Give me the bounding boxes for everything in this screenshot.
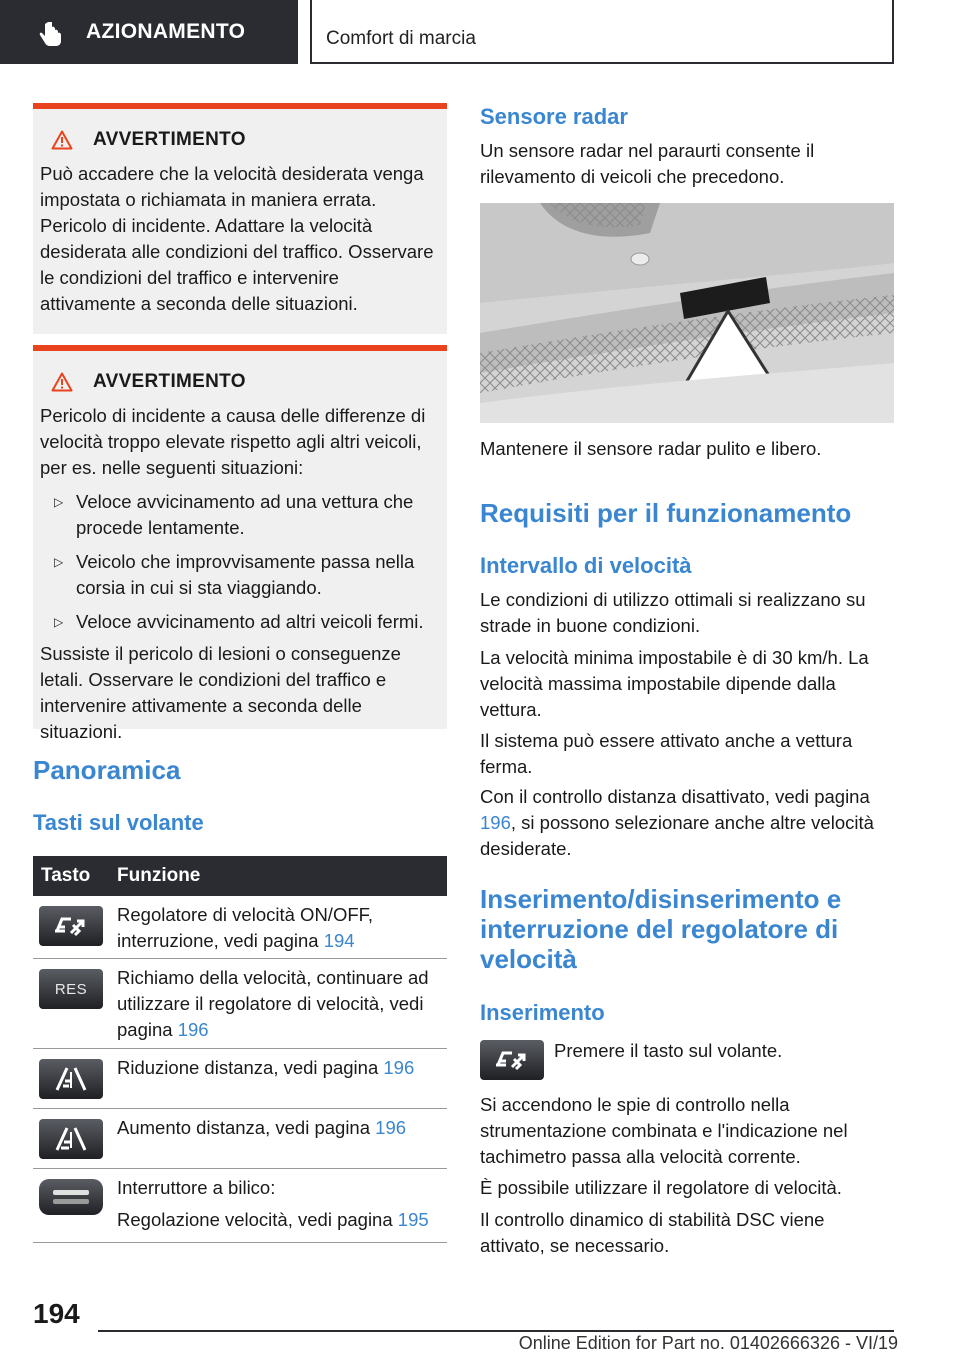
hand-pointer-icon xyxy=(38,22,64,48)
radar-sensor-image xyxy=(480,203,894,423)
page-link[interactable]: 196 xyxy=(383,1057,415,1078)
warning-intro: Pericolo di incidente a causa delle differenze di velocità troppo elevate rispetto agli altri veicoli, per es. nelle seguenti situazioni: xyxy=(40,405,426,478)
radar-caption: Mantenere il sensore radar pulito e libero. xyxy=(480,438,822,459)
subsection-header xyxy=(310,0,894,64)
activation-p3: Il controllo dinamico di stabilità DSC viene attivato, se necessario. xyxy=(480,1209,825,1256)
steering-keys-heading: Tasti sul volante xyxy=(33,810,204,835)
requirements-p3: Il sistema può essere attivato anche a vettura ferma. xyxy=(480,730,853,777)
section-title: AZIONAMENTO xyxy=(86,20,246,43)
warning-box-1 xyxy=(33,103,447,334)
list-item: ▷ Veloce avvicinamento ad una vettura che procede lentamente. xyxy=(54,491,414,538)
warning-triangle-icon xyxy=(51,130,73,150)
page-link[interactable]: 196 xyxy=(480,812,511,833)
table-row: Regolatore di velocità ON/OFF, interruzione, vedi pagina 194 xyxy=(33,896,447,959)
requirements-p1: Le condizioni di utilizzo ottimali si realizzano su strade in buone condizioni. xyxy=(480,589,866,636)
cruise-control-key xyxy=(480,1040,544,1080)
table-row: Aumento distanza, vedi pagina 196 xyxy=(33,1109,447,1169)
requirements-p2: La velocità minima impostabile è di 30 km/h. La velocità massima impostabile dipende dalla vettura. xyxy=(480,647,869,720)
distance-increase-icon xyxy=(39,1119,103,1159)
list-item: ▷ Veloce avvicinamento ad altri veicoli fermi. xyxy=(54,611,424,632)
activation-step: Premere il tasto sul volante. xyxy=(554,1040,783,1061)
warning-box-2 xyxy=(33,345,447,742)
section-tab xyxy=(0,0,298,64)
activation-p1: Si accendono le spie di controllo nella strumentazione combinata e l'indicazione nel tachimetro passa alla velocità corrente. xyxy=(480,1094,848,1167)
footer-divider xyxy=(98,1330,894,1332)
warning-text: Può accadere che la velocità desiderata venga impostata o richiamata in maniera errata. Pericolo di incidente. Adattare la velocità desiderata alle condizioni del traffico. Osservare le condizioni del traffico e intervenire attivamente a seconda delle situazioni. xyxy=(40,163,434,314)
list-item: ▷ Veicolo che improvvisamente passa nella corsia in cui si sta viaggiando. xyxy=(54,551,415,598)
edition-text: Online Edition for Part no. 01402666326 - VI/19 xyxy=(518,1333,898,1353)
rocker-switch-icon xyxy=(39,1179,103,1215)
subsection-title: Comfort di marcia xyxy=(326,28,476,49)
page-link[interactable]: 195 xyxy=(397,1209,429,1230)
table-header: Tasto Funzione xyxy=(33,856,447,896)
speed-range-heading: Intervallo di velocità xyxy=(480,553,692,578)
radar-text: Un sensore radar nel paraurti consente il rilevamento di veicoli che precedono. xyxy=(480,140,815,187)
cruise-control-icon xyxy=(39,906,103,946)
overview-heading: Panoramica xyxy=(33,755,181,785)
warning-outro: Sussiste il pericolo di lesioni o conseguenze letali. Osservare le condizioni del traffico e intervenire attivamente a seconda delle situazioni. xyxy=(40,643,401,742)
res-key-icon: RES xyxy=(39,969,103,1009)
table-row: RES Richiamo della velocità, continuare ad utilizzare il regolatore di velocità, vedi pagina 196 xyxy=(33,959,447,1049)
page-link[interactable]: 196 xyxy=(375,1117,407,1138)
distance-decrease-icon xyxy=(39,1059,103,1099)
warning-title: AVVERTIMENTO xyxy=(93,371,246,392)
keys-table xyxy=(33,856,447,1243)
cruise-control-icon xyxy=(480,1040,544,1080)
page-number: 194 xyxy=(33,1298,80,1329)
radar-heading: Sensore radar xyxy=(480,104,628,129)
activation-subheading: Inserimento xyxy=(480,1000,605,1025)
warning-triangle-icon xyxy=(51,372,73,392)
activation-p2: È possibile utilizzare il regolatore di velocità. xyxy=(480,1177,842,1198)
requirements-heading: Requisiti per il funzionamento xyxy=(480,498,852,528)
page-link[interactable]: 194 xyxy=(323,930,355,951)
requirements-p4: Con il controllo distanza disattivato, vedi pagina 196, si possono selezionare anche altre velocità desiderate. xyxy=(480,786,874,859)
table-row: Interruttore a bilico: Regolazione velocità, vedi pagina 195 xyxy=(33,1169,447,1243)
warning-title: AVVERTIMENTO xyxy=(93,129,246,150)
table-row: Riduzione distanza, vedi pagina 196 xyxy=(33,1049,447,1109)
activation-heading: Inserimento/disinserimento e interruzione del regolatore di velocità xyxy=(480,884,842,974)
page-link[interactable]: 196 xyxy=(177,1019,209,1040)
